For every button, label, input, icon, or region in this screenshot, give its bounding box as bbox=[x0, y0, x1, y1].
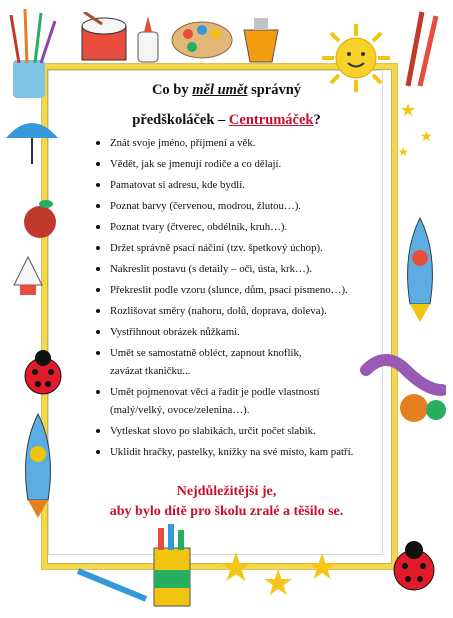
list-item: Umět pojmenovat věci a řadit je podle vlastností bbox=[94, 385, 394, 399]
list-item: Umět se samostatně obléct, zapnout knoflík, bbox=[94, 346, 394, 360]
ladybug-icon bbox=[18, 348, 68, 398]
closing-line2: aby bylo dítě pro školu zralé a těšilo se. bbox=[109, 504, 344, 519]
stars-icon bbox=[390, 96, 450, 166]
svg-text:★: ★ bbox=[306, 547, 339, 588]
list-item: Vystřihnout obrázek nůžkami. bbox=[94, 325, 394, 339]
svg-text:★: ★ bbox=[398, 145, 409, 159]
list-item: Rozlišovat směry (nahoru, dolů, doprava, doleva). bbox=[94, 304, 394, 318]
list-item: Pamatovat si adresu, kde bydlí. bbox=[94, 178, 394, 192]
apple-icon bbox=[18, 196, 62, 240]
list-item: Překreslit podle vzoru (slunce, dům, psací písmeno…). bbox=[94, 283, 394, 297]
closing-line1: Nejdůležitější je, bbox=[176, 484, 277, 499]
page-title-line2 bbox=[0, 112, 453, 129]
title-post: správný bbox=[247, 82, 302, 98]
list-item-continuation: (malý/velký, ovoce/zelenina…). bbox=[110, 404, 250, 416]
list-item: Vědět, jak se jmenují rodiče a co dělají. bbox=[94, 157, 394, 171]
svg-text:★: ★ bbox=[420, 129, 433, 145]
pencils-icon bbox=[398, 8, 448, 88]
title-post: ? bbox=[313, 112, 321, 128]
title-pre: předškoláček – bbox=[132, 112, 229, 128]
svg-text:★: ★ bbox=[262, 563, 295, 604]
rocket-icon bbox=[396, 214, 444, 324]
list-item: Nakreslit postavu (s detaily – oči, ústa, krk…). bbox=[94, 262, 394, 276]
list-item: Znát svoje jméno, příjmení a věk. bbox=[94, 136, 394, 150]
pencil-icon bbox=[72, 565, 152, 605]
list-item: Držet správně psací náčiní (tzv. špetkový úchop). bbox=[94, 241, 394, 255]
title-pre: Co by bbox=[151, 82, 193, 98]
list-item: Vytleskat slovo po slabikách, určit počet slabik. bbox=[94, 424, 394, 438]
glue-bottle-icon bbox=[132, 14, 164, 64]
list-item: Poznat barvy (červenou, modrou, žlutou…). bbox=[94, 199, 394, 213]
skills-list bbox=[94, 136, 394, 459]
page-title-line1 bbox=[0, 82, 453, 99]
svg-text:★: ★ bbox=[400, 100, 417, 121]
crayon-box-icon bbox=[150, 522, 194, 608]
ladybug-icon bbox=[386, 540, 442, 596]
list-item-continuation: zavázat tkaničku... bbox=[110, 365, 191, 377]
list-item: Uklidit hračky, pastelky, knížky na své místo, kam patří. bbox=[94, 445, 394, 459]
paint-palette-icon bbox=[170, 18, 234, 62]
rocket-icon bbox=[8, 255, 48, 305]
sand-toy-icon bbox=[236, 16, 286, 64]
list-item: Poznat tvary (čtverec, obdélník, kruh…). bbox=[94, 220, 394, 234]
title-emphasis: měl umět bbox=[192, 82, 248, 98]
svg-text:★: ★ bbox=[218, 545, 254, 591]
drum-icon bbox=[78, 12, 130, 68]
brand-name: Centrumáček bbox=[228, 112, 314, 128]
smiling-stars-icon bbox=[214, 535, 374, 605]
